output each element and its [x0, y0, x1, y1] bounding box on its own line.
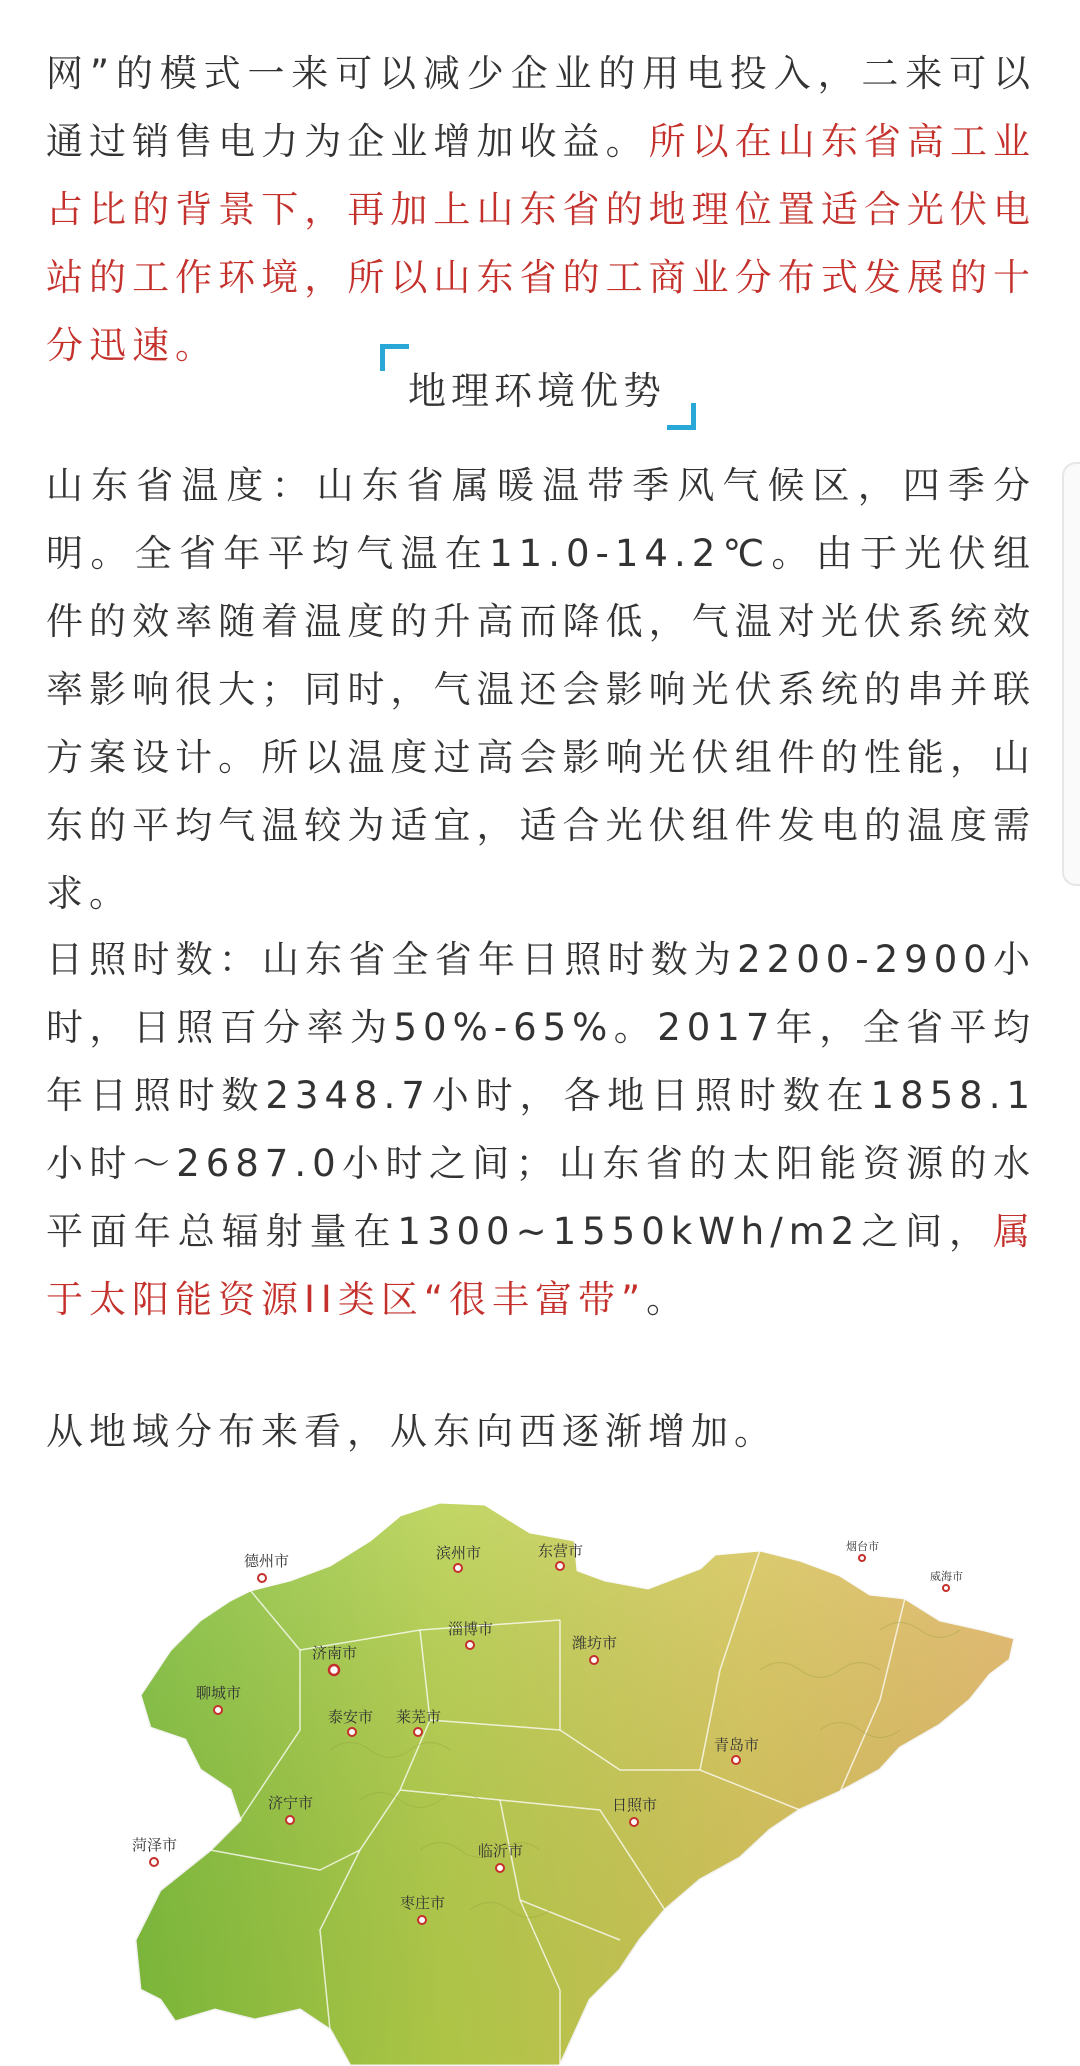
city-marker-dezhou — [244, 1552, 289, 1582]
intro-highlight: 所以在山东省高工业占比的背景下，再加上山东省的地理位置适合光伏电站的工作环境，所以山东省的工商业分布式发展的十分迅速。 — [46, 120, 1037, 367]
sunshine-text: 日照时数：山东省全省年日照时数为2200-2900小时，日照百分率为50%-65%。2017年，全省平均年日照时数2348.7小时，各地日照时数在1858.1小时～2687.0小时之间；山东省的太阳能资源的水平面年总辐射量在1300~1550kWh/m2之间， — [46, 938, 1036, 1253]
shandong-map-figure — [0, 1470, 1080, 2066]
city-label-dezhou: 德州市 — [244, 1552, 290, 1570]
shandong-map-svg — [0, 1470, 1080, 2066]
city-label-weihai: 威海市 — [930, 1570, 963, 1583]
paragraph-sunshine — [46, 926, 1036, 1334]
intro-text: 网”的模式一来可以减少企业的用电投入，二来可以通过销售电力为企业增加收益。 — [46, 52, 1036, 163]
city-label-yantai: 烟台市 — [846, 1540, 879, 1553]
paragraph-intro — [46, 40, 1036, 380]
side-scroll-tab[interactable] — [1062, 462, 1080, 886]
city-label-jinan: 济南市 — [312, 1644, 358, 1662]
city-label-taian: 泰安市 — [328, 1708, 374, 1726]
city-label-rizhao: 日照市 — [612, 1796, 658, 1814]
map-shading — [135, 1502, 1015, 2066]
sunshine-tail: 。 — [646, 1278, 690, 1321]
bracket-corner-top-left-icon — [380, 344, 409, 371]
city-label-binzhou: 滨州市 — [436, 1544, 482, 1562]
city-label-liaocheng: 聊城市 — [196, 1684, 242, 1702]
city-label-zibo: 淄博市 — [448, 1620, 494, 1638]
city-marker-heze — [132, 1836, 177, 1866]
section-heading-title: 地理环境优势 — [408, 369, 667, 413]
city-marker-yantai — [846, 1539, 879, 1561]
city-label-weifang: 潍坊市 — [572, 1634, 618, 1652]
sunshine-highlight: 属于太阳能资源II类区“很丰富带” — [46, 1210, 1036, 1321]
city-label-laiwu: 莱芜市 — [396, 1708, 442, 1726]
bracket-corner-bottom-right-icon — [667, 403, 696, 430]
city-label-heze: 菏泽市 — [132, 1836, 178, 1854]
paragraph-region: 从地域分布来看，从东向西逐渐增加。 — [46, 1410, 777, 1453]
city-label-dongying: 东营市 — [538, 1542, 584, 1560]
section-heading — [372, 338, 702, 438]
city-label-jining: 济宁市 — [268, 1794, 314, 1812]
city-label-linyi: 临沂市 — [478, 1842, 524, 1860]
paragraph-temperature: 山东省温度：山东省属暖温带季风气候区，四季分明。全省年平均气温在11.0-14.2℃。由于光伏组件的效率随着温度的升高而降低，气温对光伏系统效率影响很大；同时，气温还会影响光伏系统的串并联方案设计。所以温度过高会影响光伏组件的性能，山东的平均气温较为适宜，适合光伏组件发电的温度需求。 — [46, 464, 1036, 915]
city-label-qingdao: 青岛市 — [714, 1736, 760, 1754]
city-label-zaozhuang: 枣庄市 — [400, 1894, 446, 1912]
city-marker-weihai — [930, 1569, 963, 1591]
